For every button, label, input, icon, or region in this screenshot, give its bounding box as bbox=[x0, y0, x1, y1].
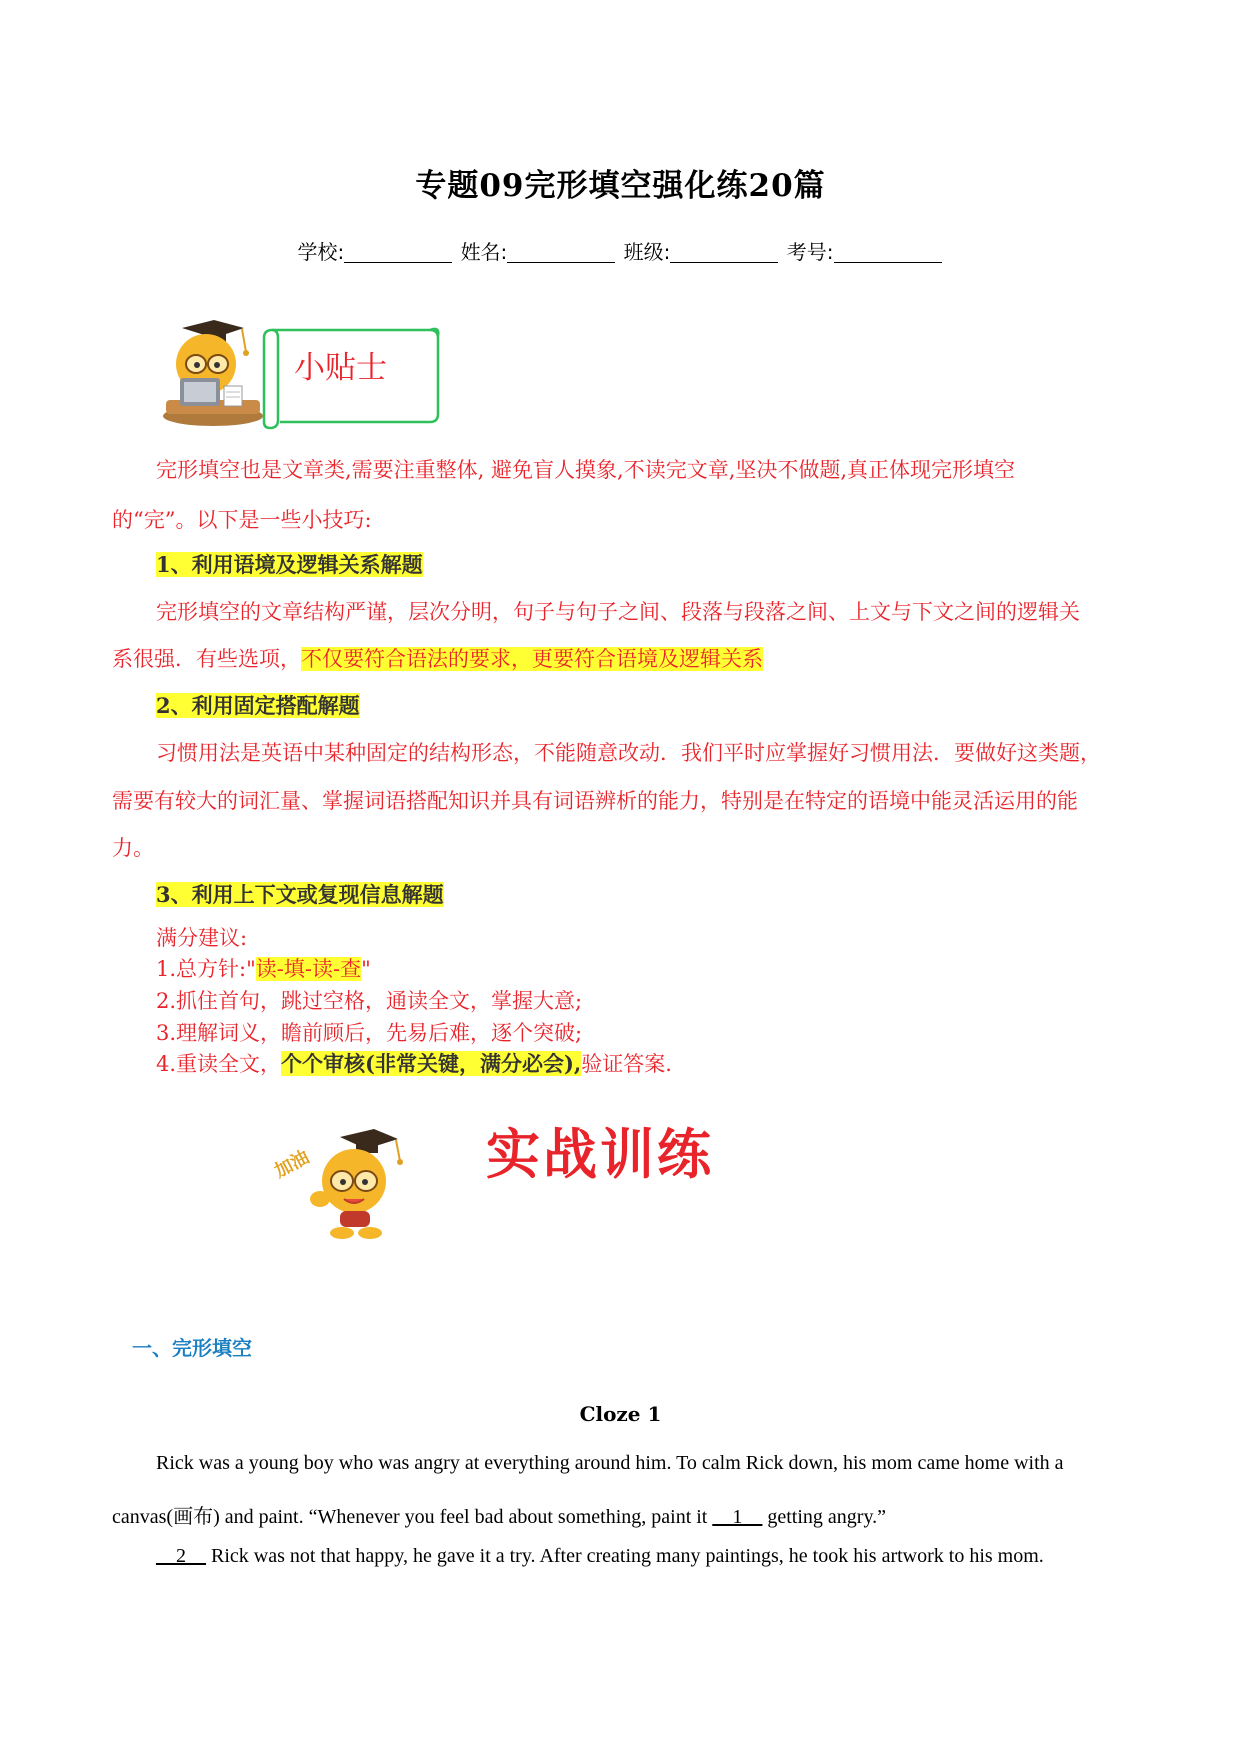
tip1-highlight: 不仅要符合语法的要求，更要符合语境及逻辑关系 bbox=[301, 647, 763, 671]
field-school: 学校: bbox=[297, 236, 454, 265]
intro-line-1: 完形填空也是文章类,需要注重整体, 避免盲人摸象,不读完文章,坚决不做题,真正体现完形填空 bbox=[156, 458, 1016, 482]
intro-line-2: 的“完”。以下是一些小技巧: bbox=[112, 508, 372, 532]
cloze-title: Cloze 1 bbox=[579, 1402, 662, 1426]
tip2-line-2: 需要有较大的词汇量、掌握词语搭配知识并具有词语辨析的能力，特别是在特定的语境中能灵活运用的能 bbox=[112, 789, 1078, 813]
mascot-computer-icon bbox=[158, 320, 268, 430]
tip3-heading: 3、利用上下文或复现信息解题 bbox=[156, 882, 444, 907]
class-blank bbox=[670, 242, 778, 263]
cloze-blank-2: __2__ bbox=[156, 1545, 206, 1567]
cloze-blank-1: __1__ bbox=[712, 1506, 763, 1528]
name-blank bbox=[507, 242, 615, 263]
tips-label: 小贴士 bbox=[294, 350, 387, 386]
cloze-p1-line-1: Rick was a young boy who was angry at everything around him. To calm Rick down, his mom came home with a bbox=[156, 1452, 1064, 1474]
tip1-line-1: 完形填空的文章结构严谨，层次分明，句子与句子之间、段落与段落之间、上文与下文之间的逻辑关 bbox=[156, 600, 1080, 624]
tip2-heading: 2、利用固定搭配解题 bbox=[156, 693, 360, 718]
advice-item-4: 4.重读全文，个个审核(非常关键，满分必会),验证答案. bbox=[156, 1051, 672, 1076]
cloze-p1-line-2: canvas(画布) and paint. “Whenever you feel bad about something, paint it __1__ getting angry.” bbox=[112, 1506, 887, 1528]
student-info-fields bbox=[0, 236, 1241, 265]
tip1-line-2: 系很强．有些选项，不仅要符合语法的要求，更要符合语境及逻辑关系 bbox=[112, 647, 763, 671]
exam-number-blank bbox=[834, 242, 942, 263]
advice-item-3: 3.理解词义，瞻前顾后，先易后难，逐个突破; bbox=[156, 1021, 583, 1045]
tip2-line-1: 习惯用法是英语中某种固定的结构形态，不能随意改动．我们平时应掌握好习惯用法．要做好这类题， bbox=[156, 741, 1101, 765]
advice-item-2: 2.抓住首句，跳过空格，通读全文，掌握大意; bbox=[156, 989, 583, 1013]
page-title: 专题09完形填空强化练20篇 bbox=[415, 168, 826, 204]
tip2-line-3: 力。 bbox=[112, 836, 154, 860]
advice-item-1: 1.总方针:"读-填-读-查" bbox=[156, 957, 371, 981]
practice-banner: 实战训练 bbox=[486, 1123, 714, 1186]
mascot-jiayou-icon bbox=[270, 1125, 410, 1245]
school-blank bbox=[344, 242, 452, 263]
cloze-p2-line-1: __2__ Rick was not that happy, he gave it a try. After creating many paintings, he took his artwork to his mom. bbox=[156, 1545, 1044, 1567]
field-name: 姓名: bbox=[461, 236, 618, 265]
tip1-heading: 1、利用语境及逻辑关系解题 bbox=[156, 552, 423, 577]
field-class: 班级: bbox=[624, 236, 781, 265]
section-heading: 一、完形填空 bbox=[132, 1336, 252, 1360]
field-exam-number: 考号: bbox=[787, 236, 944, 265]
svg-text:加油: 加油 bbox=[271, 1146, 313, 1183]
advice-heading: 满分建议: bbox=[156, 926, 248, 950]
